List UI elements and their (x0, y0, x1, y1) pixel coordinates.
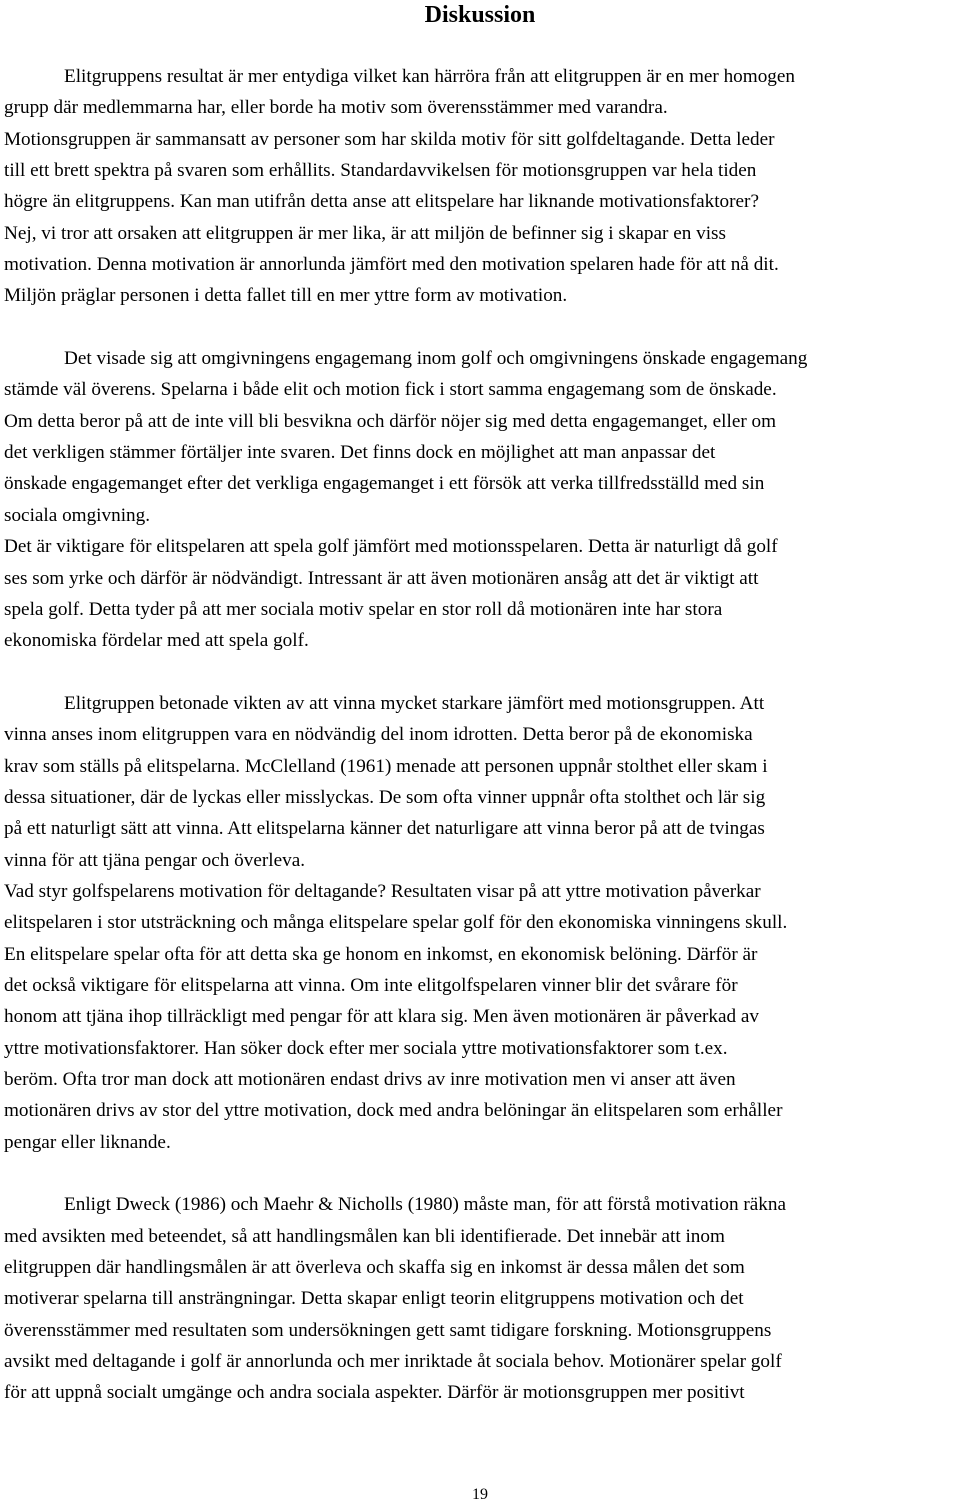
text-line: det också viktigare för elitspelarna att vinna. Om inte elitgolfspelaren vinner blir det svårare för (4, 974, 738, 996)
text-line: överensstämmer med resultaten som undersökningen gett samt tidigare forskning. Motionsgruppens (4, 1319, 772, 1341)
text-line: En elitspelare spelar ofta för att detta ska ge honom en inkomst, en ekonomisk belöning. Därför är (4, 943, 758, 965)
paragraph-3 (4, 688, 956, 1158)
paragraph-gap (4, 657, 956, 688)
text-line: Vad styr golfspelarens motivation för deltagande? Resultaten visar på att yttre motivation påverkar (4, 880, 761, 902)
text-line: motivation. Denna motivation är annorlunda jämfört med den motivation spelaren hade för att nå dit. (4, 254, 779, 276)
text-line: med avsikten med beteendet, så att handlingsmålen kan bli identifierade. Det innebär att inom (4, 1225, 725, 1247)
text-line: dessa situationer, där de lyckas eller misslyckas. De som ofta vinner uppnår ofta stolthet och lär sig (4, 786, 766, 808)
text-line: ekonomiska fördelar med att spela golf. (4, 630, 309, 652)
text-line: det verkligen stämmer förtäljer inte svaren. Det finns dock en möjlighet att man anpassar det (4, 442, 716, 464)
text-line: till ett brett spektra på svaren som erhållits. Standardavvikelsen för motionsgruppen var hela tiden (4, 160, 757, 182)
text-line: på ett naturligt sätt att vinna. Att elitspelarna känner det naturligare att vinna beror på att de tvingas (4, 818, 765, 840)
paragraph-gap (4, 312, 956, 343)
body-text (4, 61, 956, 1409)
text-line: för att uppnå socialt umgänge och andra sociala aspekter. Därför är motionsgruppen mer positivt (4, 1382, 745, 1404)
text-line: önskade engagemanget efter det verkliga engagemanget i ett försök att verka tillfredsställd med sin (4, 473, 765, 495)
text-line: vinna för att tjäna pengar och överleva. (4, 849, 306, 871)
text-line: Nej, vi tror att orsaken att elitgruppen är mer lika, är att miljön de befinner sig i skapar en viss (4, 222, 726, 244)
text-line: yttre motivationsfaktorer. Han söker dock efter mer sociala yttre motivationsfaktorer som t.ex. (4, 1037, 728, 1059)
text-line: stämde väl överens. Spelarna i både elit och motion fick i stort samma engagemang som de önskade. (4, 379, 777, 401)
text-line: honom att tjäna ihop tillräckligt med pengar för att klara sig. Men även motionären är påverkad av (4, 1006, 759, 1028)
paragraph-4 (4, 1189, 956, 1408)
text-line: krav som ställs på elitspelarna. McClelland (1961) menade att personen uppnår stolthet eller skam i (4, 755, 768, 777)
text-line: motionären drivs av stor del yttre motivation, dock med andra belöningar än elitspelaren som erhåller (4, 1100, 783, 1122)
text-line: spela golf. Detta tyder på att mer sociala motiv spelar en stor roll då motionären inte har stora (4, 598, 723, 620)
text-line: elitgruppen där handlingsmålen är att överleva och skaffa sig en inkomst är dessa målen det som (4, 1257, 745, 1279)
text-line: grupp där medlemmarna har, eller borde ha motiv som överensstämmer med varandra. (4, 97, 668, 119)
paragraph-gap (4, 1158, 956, 1189)
text-line: elitspelaren i stor utsträckning och många elitspelare spelar golf för den ekonomiska vinningens skull. (4, 912, 788, 934)
page-heading: Diskussion (424, 2, 536, 28)
text-line: Enligt Dweck (1986) och Maehr & Nicholls (1980) måste man, för att förstå motivation räkna (64, 1194, 787, 1216)
page-number: 19 (472, 1486, 488, 1503)
text-line: Det visade sig att omgivningens engagemang inom golf och omgivningens önskade engagemang (64, 348, 808, 370)
text-line: Elitgruppens resultat är mer entydiga vilket kan härröra från att elitgruppen är en mer homogen (64, 66, 795, 87)
text-line: Om detta beror på att de inte vill bli besvikna och därför nöjer sig med detta engagemanget, eller om (4, 410, 777, 432)
paragraph-1 (4, 61, 956, 312)
text-line: pengar eller liknande. (4, 1131, 171, 1153)
text-line: ses som yrke och därför är nödvändigt. Intressant är att även motionären ansåg att det är viktigt att (4, 567, 759, 589)
text-line: högre än elitgruppens. Kan man utifrån detta anse att elitspelare har liknande motivationsfaktorer? (4, 191, 759, 213)
paragraph-2 (4, 343, 956, 656)
text-line: Det är viktigare för elitspelaren att spela golf jämfört med motionsspelaren. Detta är naturligt då golf (4, 536, 778, 558)
text-line: vinna anses inom elitgruppen vara en nödvändig del inom idrotten. Detta beror på de ekonomiska (4, 724, 753, 746)
text-line: Motionsgruppen är sammansatt av personer som har skilda motiv för sitt golfdeltagande. Detta leder (4, 128, 775, 150)
text-line: Elitgruppen betonade vikten av att vinna mycket starkare jämfört med motionsgruppen. Att (64, 692, 765, 714)
text-line: Miljön präglar personen i detta fallet till en mer yttre form av motivation. (4, 285, 568, 307)
text-line: sociala omgivning. (4, 504, 151, 526)
text-line: beröm. Ofta tror man dock att motionären endast drivs av inre motivation men vi anser att även (4, 1069, 736, 1090)
text-line: motiverar spelarna till ansträngningar. Detta skapar enligt teorin elitgruppens motivation och det (4, 1288, 744, 1310)
text-line: avsikt med deltagande i golf är annorlunda och mer inriktade åt sociala behov. Motionärer spelar golf (4, 1351, 782, 1373)
